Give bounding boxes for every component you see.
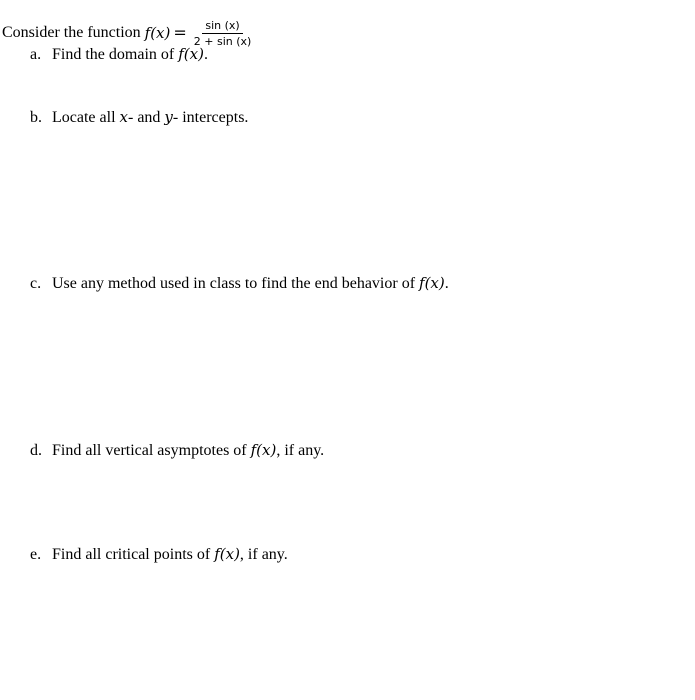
question-marker: a.	[30, 46, 42, 63]
question-text: Find the domain of	[52, 46, 179, 63]
question-text: Locate all	[52, 109, 120, 126]
question-math: f(x)	[178, 45, 204, 63]
question-c	[30, 273, 449, 294]
question-mid: - and	[127, 109, 165, 126]
question-suffix: .	[203, 46, 208, 63]
question-marker: d.	[30, 442, 42, 459]
question-b	[30, 107, 248, 128]
intro-text: Consider the function	[2, 23, 145, 41]
question-math-x: x	[119, 108, 128, 126]
question-marker: b.	[30, 109, 42, 126]
question-marker: e.	[30, 546, 42, 563]
question-math: f(x)	[214, 545, 240, 563]
question-math: f(x)	[250, 441, 277, 459]
question-d	[30, 440, 324, 461]
question-suffix: , if any.	[239, 546, 288, 563]
question-text: Use any method used in class to find the end behavior of	[52, 275, 420, 292]
problem-statement	[2, 18, 254, 47]
question-math: f(x)	[419, 274, 445, 292]
question-text: Find all vertical asymptotes of	[52, 442, 251, 459]
question-math-y: y	[164, 108, 173, 126]
function-name: f(x)	[144, 23, 171, 42]
question-suffix: .	[444, 275, 449, 292]
fraction-numerator: sin (x)	[202, 19, 242, 34]
question-suffix: - intercepts.	[172, 109, 249, 126]
question-text: Find all critical points of	[52, 546, 215, 563]
question-e	[30, 544, 288, 565]
fraction-denominator: 2 + sin (x)	[193, 35, 252, 48]
question-a	[30, 44, 208, 65]
question-suffix: , if any.	[276, 442, 325, 459]
equals-sign: =	[173, 22, 187, 42]
question-marker: c.	[30, 275, 42, 292]
